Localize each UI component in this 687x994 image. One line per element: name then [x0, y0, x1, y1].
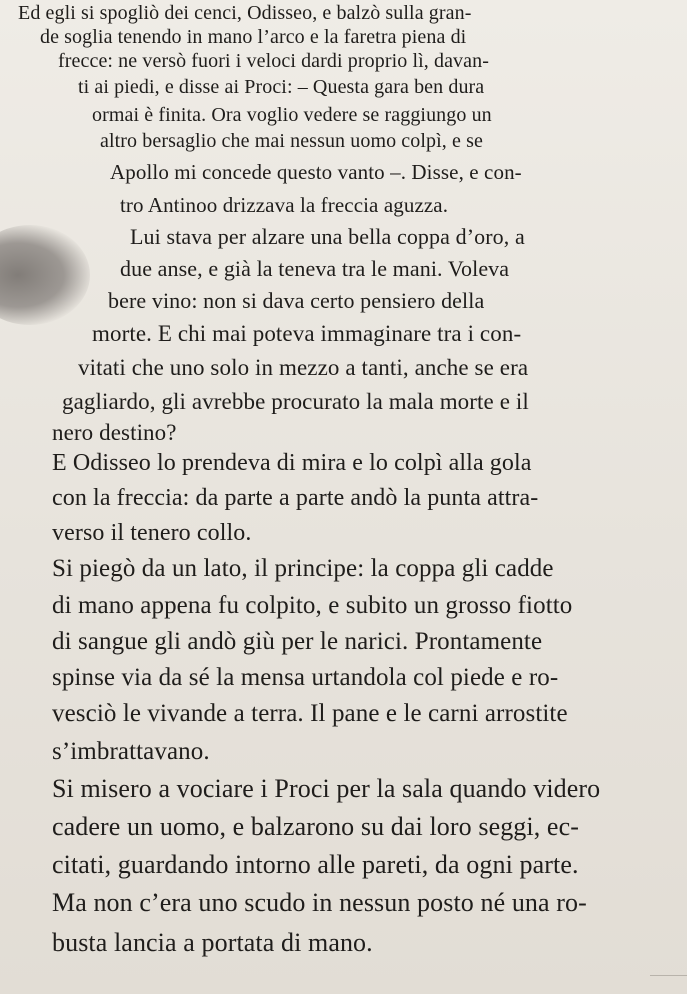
text-line: verso il tenero collo.: [52, 520, 252, 546]
text-line: E Odisseo lo prendeva di mira e lo colpì alla gola: [52, 450, 532, 476]
text-line: di sangue gli andò giù per le narici. Prontamente: [52, 628, 543, 655]
text-line: s’imbrattavano.: [52, 738, 210, 765]
text-line: Lui stava per alzare una bella coppa d’oro, a: [130, 224, 525, 249]
page-edge-line: [650, 975, 687, 976]
text-line: tro Antinoo drizzava la freccia aguzza.: [120, 193, 449, 217]
text-line: gagliardo, gli avrebbe procurato la mala morte e il: [62, 389, 529, 414]
text-line: vitati che uno solo in mezzo a tanti, anche se era: [78, 355, 529, 380]
text-line: de soglia tenendo in mano l’arco e la faretra piena di: [40, 26, 467, 48]
text-line: vesciò le vivande a terra. Il pane e le carni arrostite: [52, 700, 568, 727]
text-line: con la freccia: da parte a parte andò la punta attra-: [52, 485, 539, 511]
text-line: morte. E chi mai poteva immaginare tra i con-: [92, 321, 522, 346]
text-line: Ma non c’era uno scudo in nessun posto né una ro-: [52, 888, 587, 917]
text-line: frecce: ne versò fuori i veloci dardi proprio lì, davan-: [58, 50, 489, 72]
text-line: busta lancia a portata di mano.: [52, 928, 373, 957]
text-line: spinse via da sé la mensa urtandola col piede e ro-: [52, 664, 559, 691]
text-line: due anse, e già la teneva tra le mani. Voleva: [120, 256, 510, 281]
text-line: altro bersaglio che mai nessun uomo colpì, e se: [100, 130, 483, 152]
text-line: Apollo mi concede questo vanto –. Disse, e con-: [110, 160, 522, 184]
text-line: di mano appena fu colpito, e subito un grosso fiotto: [52, 592, 573, 619]
text-line: nero destino?: [52, 420, 177, 445]
text-line: Ed egli si spogliò dei cenci, Odisseo, e balzò sulla gran-: [18, 2, 472, 24]
text-line: bere vino: non si dava certo pensiero della: [108, 288, 485, 313]
text-line: ormai è finita. Ora voglio vedere se raggiungo un: [92, 104, 492, 126]
text-line: Si misero a vociare i Proci per la sala quando videro: [52, 774, 601, 803]
text-line: ti ai piedi, e disse ai Proci: – Questa gara ben dura: [78, 76, 485, 98]
text-line: Si piegò da un lato, il principe: la coppa gli cadde: [52, 555, 554, 582]
thumb-shadow: [0, 225, 90, 325]
text-line: citati, guardando intorno alle pareti, da ogni parte.: [52, 850, 579, 879]
text-line: cadere un uomo, e balzarono su dai loro seggi, ec-: [52, 812, 579, 841]
